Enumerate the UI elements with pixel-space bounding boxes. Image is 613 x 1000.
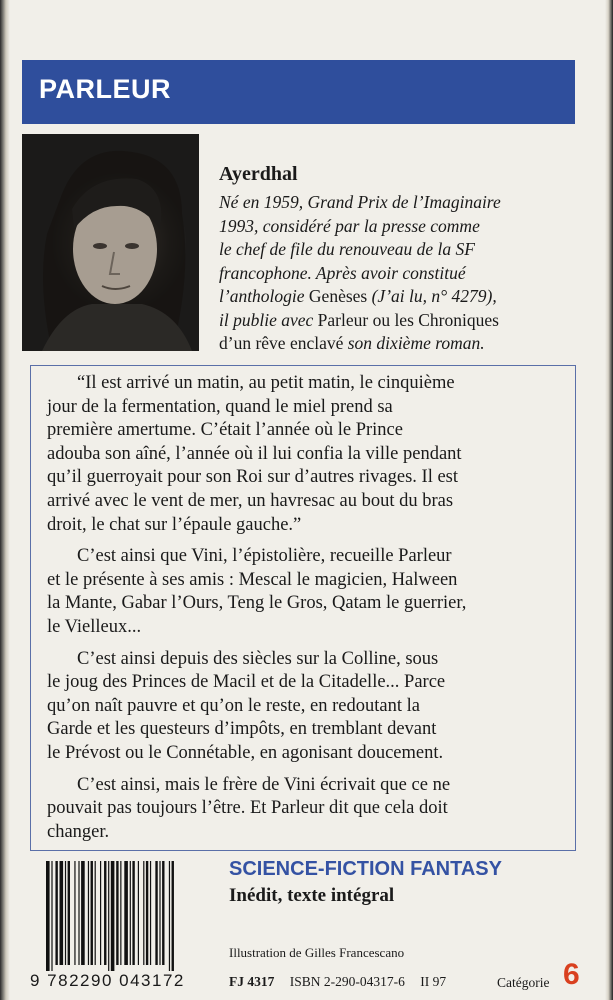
barcode-bar [60, 861, 64, 965]
paragraph-gap [47, 766, 567, 774]
barcode-bar [91, 861, 93, 965]
bio-line [219, 191, 579, 215]
blurb-line: droit, le chat sur l’épaule gauche.” [47, 514, 302, 535]
bio-run: 1993, considéré par la presse comme [219, 215, 480, 236]
book-title: PARLEUR [39, 74, 172, 104]
blurb-line: le Vielleux... [47, 616, 142, 637]
cover-edge-right [605, 0, 613, 1000]
bio-run: il publie avec [219, 309, 318, 330]
blurb-line: C’est ainsi, mais le frère de Vini écrivait que ce ne [77, 774, 451, 795]
blurb-line: pouvait pas toujours l’être. Et Parleur dit que cela doit [47, 798, 448, 819]
bio-run: le chef de file du renouveau de la SF [219, 239, 475, 259]
barcode-bar [138, 861, 139, 965]
bio-line [219, 238, 579, 262]
bio-line [219, 262, 579, 286]
barcode-bar [74, 861, 75, 965]
cover-edge-left [0, 0, 10, 1000]
blurb-line: C’est ainsi que Vini, l’épistolière, recueille Parleur [77, 546, 452, 567]
category-label: Catégorie [497, 975, 550, 990]
author-name: Ayerdhal [219, 163, 298, 185]
paragraph-gap [47, 537, 567, 545]
blurb-line: le Prévost ou le Connétable, en agonisant doucement. [47, 742, 444, 763]
collection-name: SCIENCE-FICTION FANTASY [229, 858, 502, 880]
blurb-line: la Mante, Gabar l’Ours, Teng le Gros, Qatam le guerrier, [47, 593, 467, 614]
barcode-bar [159, 861, 160, 965]
author-portrait-icon [22, 134, 199, 351]
barcode-bar [65, 861, 66, 965]
date-code: II 97 [420, 974, 447, 989]
barcode-bar [78, 861, 79, 965]
barcode-bar [120, 861, 121, 965]
fj-code: FJ 4317 [229, 974, 275, 989]
author-photo [22, 134, 199, 351]
blurb-line: arrivé avec le vent de mer, un havresac au bout du bras [47, 490, 454, 511]
bio-line [219, 309, 579, 333]
title-banner [22, 60, 575, 124]
bio-line [219, 215, 579, 239]
barcode-bar [132, 861, 134, 965]
blurb-line: C’est ainsi depuis des siècles sur la Colline, sous [77, 648, 439, 669]
barcode-bar [46, 861, 50, 971]
paragraph-gap [47, 640, 567, 648]
bio-run: Né en 1959, Grand Prix de l’Imaginaire [219, 192, 501, 212]
illustration-credit: Illustration de Gilles Francescano [229, 945, 405, 960]
barcode-bar [81, 861, 85, 965]
barcode-icon [44, 861, 210, 971]
blurb-line: “Il est arrivé un matin, au petit matin, le cinquième [77, 373, 455, 393]
barcode-bar [116, 861, 118, 965]
bio-run: d’un rêve enclavé [219, 333, 344, 353]
barcode-bar [55, 861, 57, 965]
barcode-bar [143, 861, 144, 965]
blurb-line: première amertume. C’était l’année où le Prince [47, 420, 403, 441]
barcode-bar [162, 861, 164, 965]
barcode-bar [68, 861, 70, 965]
barcode-bar [111, 861, 115, 971]
barcode-bar [124, 861, 128, 965]
barcode-bar [88, 861, 89, 965]
blurb-line: changer. [47, 821, 110, 842]
barcode-bar [150, 861, 151, 965]
blurb-line: Garde et les questeurs d’impôts, en tremblant devant [47, 719, 437, 740]
barcode-bar [169, 861, 170, 971]
bio-run: son dixième roman. [343, 333, 485, 353]
blurb-line: le joug des Princes de Macil et de la Citadelle... Parce [47, 672, 446, 693]
barcode-number: 9 782290 043172 [30, 971, 185, 990]
category-number: 6 [563, 958, 580, 991]
bio-run: francophone. Après avoir constitué [219, 262, 466, 283]
blurb-line: et le présente à ses amis : Mescal le magicien, Halween [47, 569, 458, 590]
blurb-line: adouba son aîné, l’année où il lui confia la ville pendant [47, 443, 462, 464]
edition-note: Inédit, texte intégral [229, 885, 395, 906]
isbn: ISBN 2-290-04317-6 [289, 974, 405, 989]
barcode-bar [95, 861, 96, 965]
bio-run: l’anthologie [219, 286, 309, 306]
blurb-line: qu’il guerroyait pour son Roi sur d’autres rivages. Il est [47, 467, 459, 488]
bio-line [219, 285, 579, 309]
bio-line [219, 332, 579, 356]
barcode-bar [172, 861, 174, 971]
barcode-bar [130, 861, 131, 965]
barcode-bar [146, 861, 148, 965]
barcode-bar [104, 861, 106, 965]
bio-run: Parleur ou les Chroniques [317, 309, 499, 330]
blurb-line: jour de la fermentation, quand le miel prend sa [47, 396, 393, 417]
barcode-bar [100, 861, 101, 965]
barcode-bar [51, 861, 52, 971]
barcode-bar [108, 861, 109, 971]
barcode-bar [155, 861, 157, 965]
bio-run: Genèses [308, 286, 368, 306]
author-bio [219, 191, 579, 356]
blurb-line: qu’on naît pauvre et qu’on le reste, en redoutant la [47, 695, 420, 716]
catalog-codes [229, 974, 458, 990]
blurb-text [47, 372, 567, 844]
bio-run: (J’ai lu, n° 4279), [367, 286, 497, 306]
